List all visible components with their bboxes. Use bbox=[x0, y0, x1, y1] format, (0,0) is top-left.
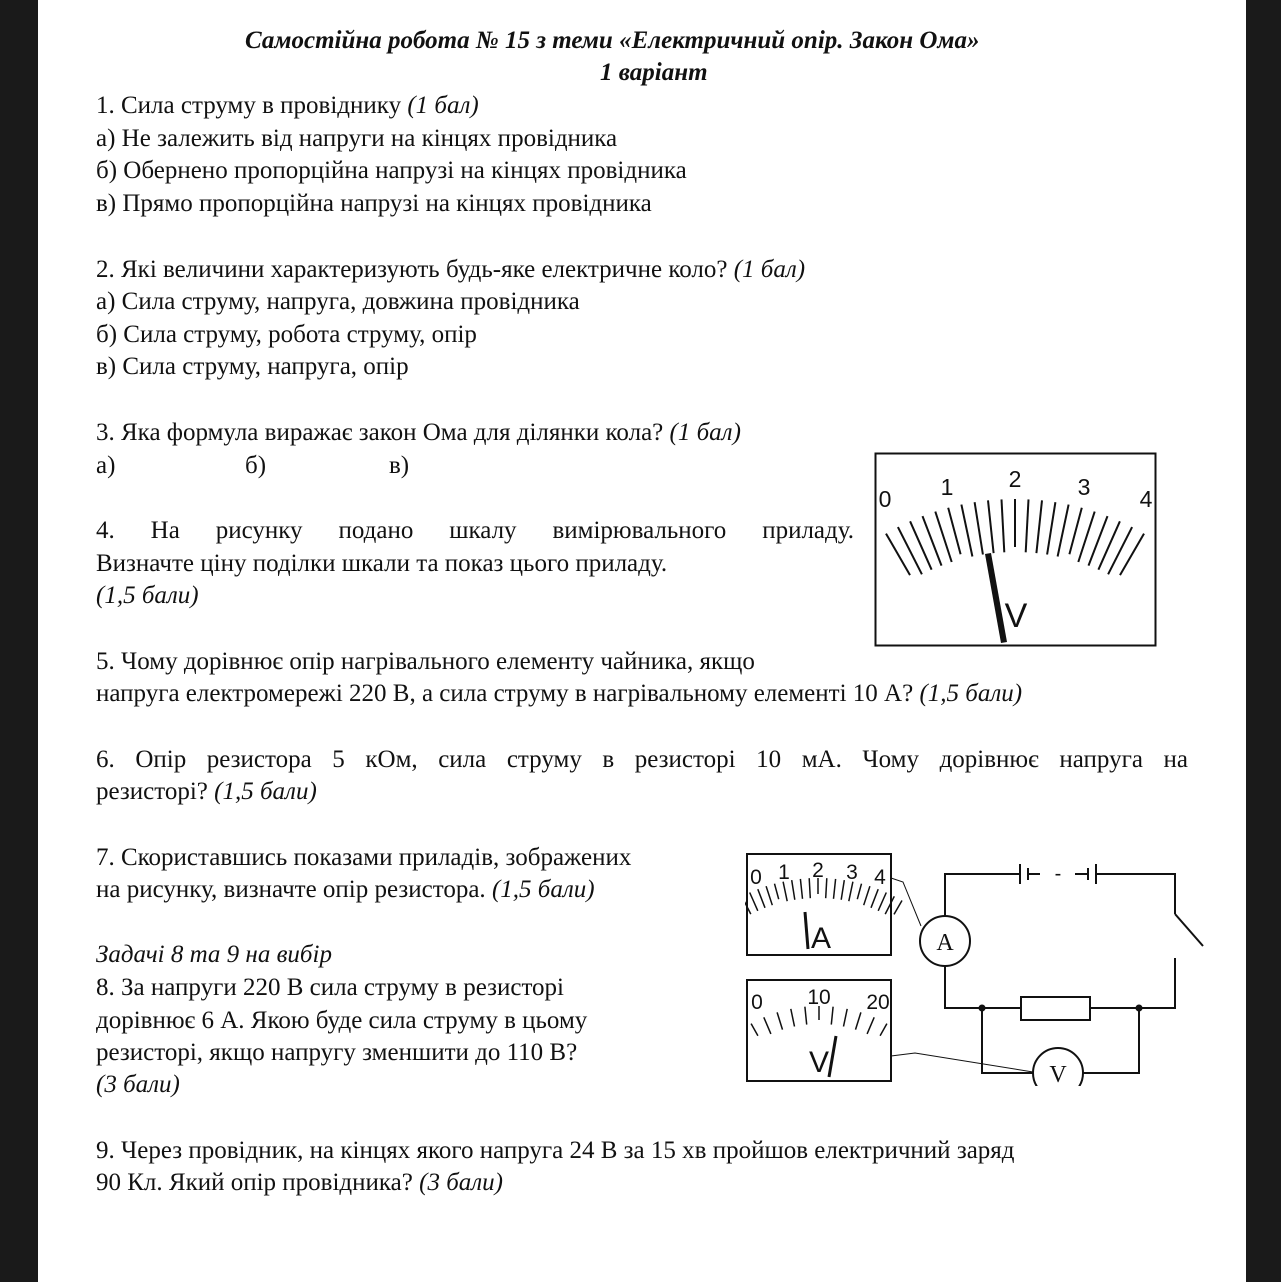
voltmeter-scale-figure bbox=[874, 452, 1158, 648]
node-right bbox=[1136, 1005, 1143, 1012]
q3-option-c: в) bbox=[389, 452, 410, 479]
switch-blade bbox=[1175, 914, 1203, 946]
question-9-line-1: 9. Через провідник, на кінцях якого напруга 24 В за 15 хв пройшов електричний заряд bbox=[96, 1137, 1015, 1164]
question-9-line-2: 90 Кл. Який опір провідника? (3 бали) bbox=[96, 1169, 503, 1196]
question-5-line-2: напруга електромережі 220 В, а сила струму в нагрівальному елементі 10 А? (1,5 бали) bbox=[96, 680, 1023, 707]
question-6-line-2: резисторі? (1,5 бали) bbox=[96, 778, 317, 805]
voltmeter-symbol bbox=[1033, 1048, 1083, 1086]
question-6-line-1: 6. Опір резистора 5 кОм, сила струму в резисторі 10 мА. Чому дорівнює напруга на bbox=[96, 746, 1188, 773]
q3-option-b: б) bbox=[245, 452, 267, 479]
svg-text:V: V bbox=[1049, 1062, 1067, 1086]
page-title: Самостійна робота № 15 з теми «Електричний опір. Закон Ома» bbox=[245, 27, 980, 54]
question-4-points: (1,5 бали) bbox=[96, 582, 199, 609]
voltmeter-leader-line bbox=[891, 1053, 1033, 1072]
amm-label-1: 1 bbox=[778, 861, 790, 884]
question-8-points: (3 бали) bbox=[96, 1071, 180, 1098]
amm-label-2: 2 bbox=[812, 859, 824, 882]
question-1: 1. Сила струму в провіднику (1 бал) bbox=[96, 92, 479, 119]
question-2: 2. Які величини характеризують будь-яке електричне коло? (1 бал) bbox=[96, 256, 806, 283]
scale-label-2: 2 bbox=[1008, 466, 1022, 492]
q1-option-c: в) Прямо пропорційна напрузі на кінцях провідника bbox=[96, 190, 652, 217]
question-3: 3. Яка формула виражає закон Ома для ділянки кола? (1 бал) bbox=[96, 419, 741, 446]
variant-label: 1 варіант bbox=[600, 59, 708, 86]
resistor bbox=[1021, 997, 1090, 1020]
volt-unit: V bbox=[808, 1046, 830, 1079]
volt-label-10: 10 bbox=[807, 986, 831, 1009]
amm-label-4: 4 bbox=[874, 866, 886, 889]
question-8-line-1: 8. За напруги 220 В сила струму в резисторі bbox=[96, 974, 565, 1001]
ammeter-symbol bbox=[920, 916, 970, 966]
question-7-line-2: на рисунку, визначте опір резистора. (1,5 бали) bbox=[96, 876, 595, 903]
amm-unit: A bbox=[810, 922, 832, 955]
volt-label-20: 20 bbox=[866, 991, 890, 1014]
circuit-wires bbox=[945, 864, 1203, 1073]
question-5-line-1: 5. Чому дорівнює опір нагрівального елементу чайника, якщо bbox=[96, 648, 755, 675]
question-7-line-1: 7. Скориставшись показами приладів, зображених bbox=[96, 844, 632, 871]
scale-label-3: 3 bbox=[1077, 474, 1091, 500]
scale-major-tick bbox=[894, 901, 902, 915]
question-8-line-3: резисторі, якщо напругу зменшити до 110 В? bbox=[96, 1039, 578, 1066]
q1-option-b: б) Обернено пропорційна напрузі на кінцях провідника bbox=[96, 157, 687, 184]
question-4-line-1: 4. На рисунку подано шкалу вимірювального приладу. bbox=[96, 517, 854, 544]
scale-label-0: 0 bbox=[878, 486, 892, 512]
q2-option-c: в) Сила струму, напруга, опір bbox=[96, 353, 409, 380]
unit-label-v: V bbox=[1004, 597, 1028, 635]
svg-text:A: A bbox=[936, 930, 954, 956]
voltmeter-small-scale bbox=[747, 980, 891, 1081]
question-4-line-2: Визначте ціну поділки шкали та показ цього приладу. bbox=[96, 550, 668, 577]
q2-option-b: б) Сила струму, робота струму, опір bbox=[96, 321, 477, 348]
battery-gap-dash: - bbox=[1054, 863, 1062, 885]
circuit-figure bbox=[745, 846, 1209, 1086]
q2-option-a: а) Сила струму, напруга, довжина провідника bbox=[96, 288, 580, 315]
ammeter-scale bbox=[745, 854, 902, 955]
amm-label-3: 3 bbox=[846, 861, 858, 884]
q1-option-a: а) Не залежить від напруги на кінцях провідника bbox=[96, 125, 618, 152]
q3-option-a: а) bbox=[96, 452, 116, 479]
volt-label-0: 0 bbox=[751, 991, 763, 1014]
ammeter-leader-line bbox=[891, 878, 921, 926]
scale-label-1: 1 bbox=[940, 474, 954, 500]
amm-label-0: 0 bbox=[750, 866, 762, 889]
question-8-line-2: дорівнює 6 А. Якою буде сила струму в цьому bbox=[96, 1007, 588, 1034]
scale-label-4: 4 bbox=[1139, 486, 1153, 512]
node-left bbox=[979, 1005, 986, 1012]
choice-note: Задачі 8 та 9 на вибір bbox=[96, 941, 332, 968]
